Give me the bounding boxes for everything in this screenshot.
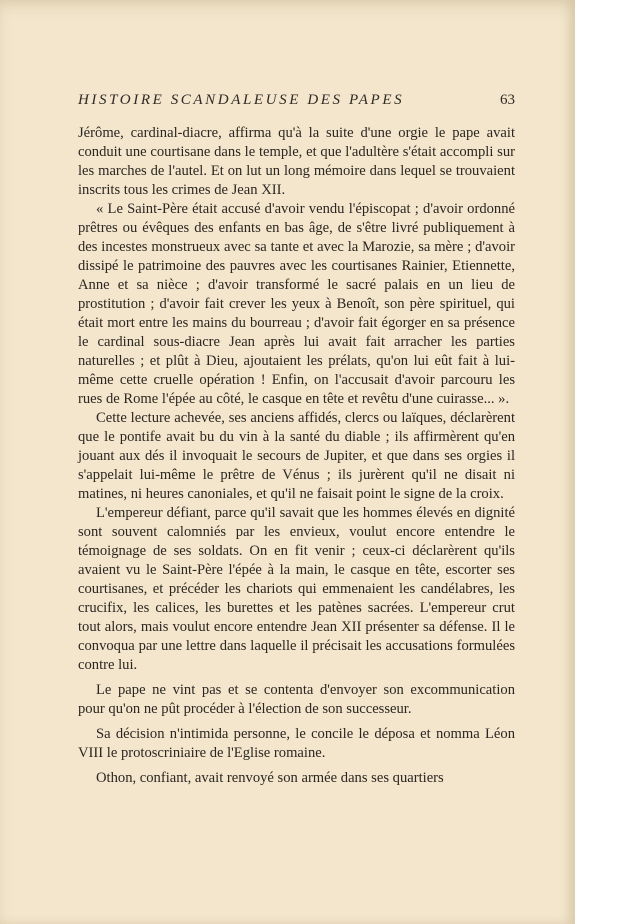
paragraph: Le pape ne vint pas et se contenta d'envoyer son excommunication pour qu'on ne pût procéder à l'élection de son successeur. bbox=[78, 682, 515, 717]
page-number: 63 bbox=[500, 92, 515, 108]
paragraph: « Le Saint-Père était accusé d'avoir vendu l'épiscopat ; d'avoir ordonné prêtres ou évêques des enfants en bas âge, de s'être livré publiquement à des incestes monstrueux avec sa tante et avec la Marozie, sa mère ; d'avoir dissipé le patrimoine des pauvres avec les courtisanes Rainier, Etiennette, Anne et sa nièce ; d'avoir transformé le sacré palais en un lieu de prostitution ; d'avoir fait crever les yeux à Benoît, son père spirituel, qui était mort entre les mains du bourreau ; d'avoir fait égorger en sa présence le cardinal sous-diacre Jean après lui avait fait arracher les parties naturelles ; et plût à Dieu, ajoutaient les prélats, qu'on lui eût fait à lui-même cette cruelle opération ! Enfin, on l'accusait d'avoir parcouru les rues de Rome l'épée au côté, le casque en tête et revêtu d'une cuirasse... ». bbox=[78, 201, 515, 407]
paragraph: Othon, confiant, avait renvoyé son armée dans ses quartiers bbox=[96, 770, 444, 786]
paragraph: Sa décision n'intimida personne, le concile le déposa et nomma Léon VIII le protoscriniaire de l'Eglise romaine. bbox=[78, 726, 515, 761]
paragraph: Jérôme, cardinal-diacre, affirma qu'à la suite d'une orgie le pape avait conduit une courtisane dans le temple, et que l'adultère s'était accompli sur les marches de l'autel. Et on lut un long mémoire dans lequel se trouvaient inscrits tous les crimes de Jean XII. bbox=[78, 125, 515, 198]
running-title: HISTOIRE SCANDALEUSE DES PAPES bbox=[78, 92, 405, 108]
page-header bbox=[78, 92, 515, 114]
paragraph: L'empereur défiant, parce qu'il savait que les hommes élevés en dignité sont souvent calomniés par les envieux, voulut encore entendre le témoignage de ses soldats. On en fit venir ; ceux-ci déclarèrent qu'ils avaient vu le Saint-Père l'épée à la main, le casque en tête, escorter ses courtisanes, et précéder les chariots qui emmenaient les candélabres, les crucifix, les calices, les burettes et les patènes sacrées. L'empereur crut tout alors, mais voulut encore entendre Jean XII présenter sa défense. Il le convoqua par une lettre dans laquelle il précisait les accusations formulées contre lui. bbox=[78, 505, 515, 673]
body-text bbox=[78, 124, 515, 794]
paragraph: Cette lecture achevée, ses anciens affidés, clercs ou laïques, déclarèrent que le pontife avait bu du vin à la santé du diable ; ils affirmèrent qu'en jouant aux dés il invoquait le secours de Jupiter, et que dans ses orgies il s'appelait lui-même le prêtre de Vénus ; ils jurèrent qu'il ne disait ni matines, ni heures canoniales, et qu'il ne faisait point le signe de la croix. bbox=[78, 410, 515, 502]
